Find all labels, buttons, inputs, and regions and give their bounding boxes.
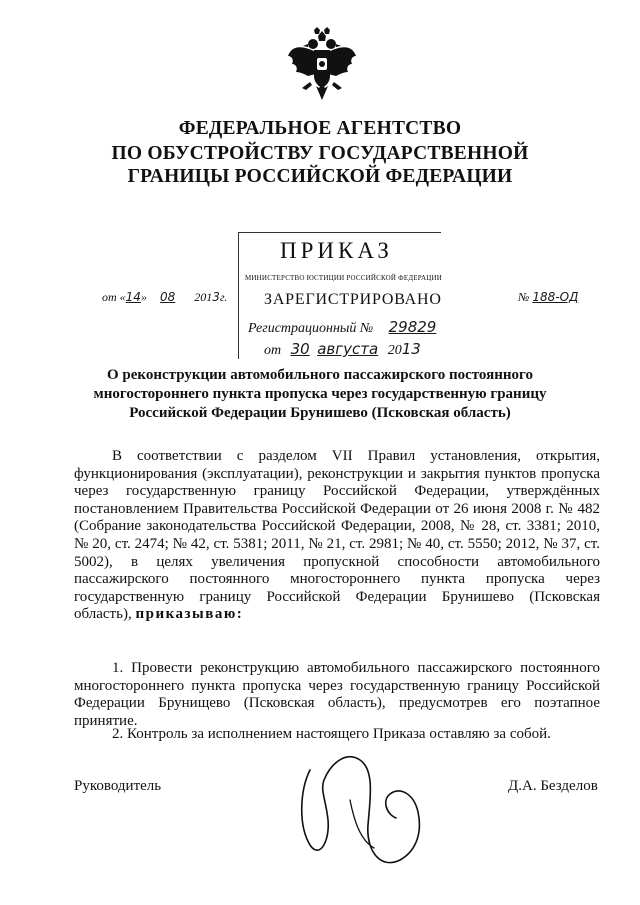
order-date-year-suffix: 3	[212, 290, 220, 304]
order-word: приказываю:	[135, 606, 244, 623]
order-item-2: 2. Контроль за исполнением настоящего Приказа оставляю за собой.	[112, 726, 551, 742]
document-type: ПРИКАЗ	[280, 238, 393, 263]
stamp-reg-date	[264, 340, 421, 359]
order-number-value: 188-ОД	[532, 290, 579, 304]
stamp-reg-date-year-prefix: 20	[387, 343, 402, 358]
order-date-year-unit: г.	[219, 290, 228, 304]
stamp-reg-number-value: 29829	[388, 318, 437, 336]
agency-name-line-3: ГРАНИЦЫ РОССИЙСКОЙ ФЕДЕРАЦИИ	[127, 166, 513, 187]
signatory-name: Д.А. Безделов	[508, 778, 598, 794]
order-date-year-prefix: 201	[194, 290, 213, 304]
order-date-from: от	[102, 290, 117, 304]
stamp-ministry: МИНИСТЕРСТВО ЮСТИЦИИ РОССИЙСКОЙ ФЕДЕРАЦИИ	[245, 274, 442, 282]
order-subject: О реконструкции автомобильного пассажирского постоянного многостороннего пункта пропуска через государственную границу Российской Федерации Брунишево (Псковская область)	[93, 367, 547, 421]
agency-name-line-2: ПО ОБУСТРОЙСТВУ ГОСУДАРСТВЕННОЙ	[111, 143, 529, 164]
stamp-reg-date-year-suffix: 13	[401, 340, 421, 358]
order-number	[518, 290, 578, 305]
stamp-reg-number	[248, 318, 436, 337]
preamble-text: В соответствии с разделом VII Правил установления, открытия, функционирования (эксплуатации), реконструкции и закрытия пунктов пропуска через государственную границу Российской Федерации, утверждённых постановлением Правительства Российской Федерации от 26 июня 2008 г. № 482 (Собрание законодательства Российской Федерации, 2008, № 28, ст. 3381; 2010, № 20, ст. 2474; № 42, ст. 5381; 2011, № 21, ст. 2981; № 40, ст. 5550; 2012, № 37, ст. 5002), в целях увеличения пропускной способности автомобильного пассажирского постоянного многостороннего пункта пропуска через государственную границу Российской Федерации Брунишево (Псковская область),	[74, 448, 600, 623]
order-date-month: 08	[159, 290, 176, 304]
order-date-day: 14	[125, 290, 141, 304]
handwritten-signature	[290, 730, 440, 880]
agency-name-line-1: ФЕДЕРАЛЬНОЕ АГЕНТСТВО	[178, 118, 462, 139]
stamp-reg-number-label: Регистрационный №	[248, 321, 374, 336]
order-date	[102, 290, 227, 305]
coat-of-arms-icon	[286, 26, 358, 106]
signatory-role: Руководитель	[74, 778, 162, 794]
stamp-reg-date-month: августа	[317, 340, 379, 358]
stamp-registered: ЗАРЕГИСТРИРОВАНО	[264, 291, 442, 308]
preamble-paragraph	[74, 448, 600, 624]
order-number-label: №	[518, 290, 530, 304]
order-date-close-quote: »	[140, 290, 147, 304]
stamp-reg-date-from: от	[264, 343, 282, 358]
stamp-reg-date-day: 30	[290, 340, 310, 358]
order-date-open-quote: «	[119, 290, 126, 304]
order-item-1: 1. Провести реконструкцию автомобильного пассажирского постоянного многостороннего пункта пропуска через государственную границу Российской Федерации Брунищево (Псковская область), предусмотрев его поэтапное принятие.	[74, 660, 600, 729]
